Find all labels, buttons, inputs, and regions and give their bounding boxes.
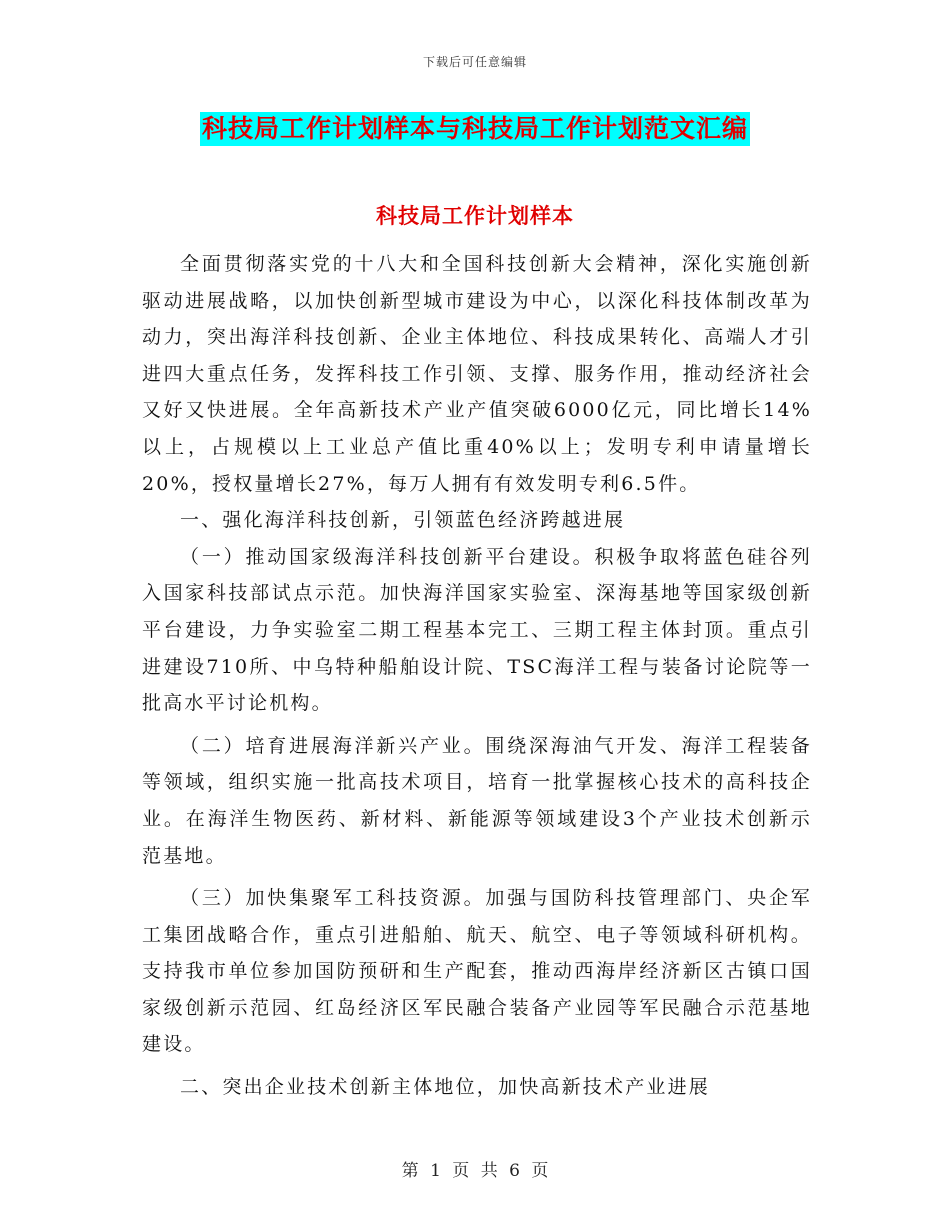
header-note: 下载后可任意编辑 [422, 55, 527, 69]
section-heading-1: 一、强化海洋科技创新，引领蓝色经济跨越进展 [180, 509, 626, 532]
paragraph-item-1: （一）推动国家级海洋科技创新平台建设。积极争取将蓝色硅谷列入国家科技部试点示范。加快海洋国家实验室、深海基地等国家级创新平台建设，力争实验室二期工程基本完工、三期工程主体封顶。重点引进建设710所、中乌特种船舶设计院、TSC海洋工程与装备讨论院等一批高水平讨论机构。 [142, 545, 812, 715]
page-footer: 第 1 页 共 6 页 [401, 1161, 549, 1181]
main-title-container [0, 112, 950, 146]
paragraph-item-2: （二）培育进展海洋新兴产业。围绕深海油气开发、海洋工程装备等领域，组织实施一批高技术项目，培育一批掌握核心技术的高科技企业。在海洋生物医药、新材料、新能源等领域建设3个产业技术创新示范基地。 [142, 734, 812, 867]
document-subtitle: 科技局工作计划样本 [376, 203, 574, 228]
paragraph-intro: 全面贯彻落实党的十八大和全国科技创新大会精神，深化实施创新驱动进展战略，以加快创新型城市建设为中心，以深化科技体制改革为动力，突出海洋科技创新、企业主体地位、科技成果转化、高端人才引进四大重点任务，发挥科技工作引领、支撑、服务作用，推动经济社会又好又快进展。全年高新技术产业产值突破6000亿元，同比增长14%以上，占规模以上工业总产值比重40%以上；发明专利申请量增长20%，授权量增长27%，每万人拥有有效发明专利6.5件。 [142, 253, 812, 495]
paragraph-item-3: （三）加快集聚军工科技资源。加强与国防科技管理部门、央企军工集团战略合作，重点引进船舶、航天、航空、电子等领域科研机构。支持我市单位参加国防预研和生产配套，推动西海岸经济新区古镇口国家级创新示范园、红岛经济区军民融合装备产业园等军民融合示范基地建设。 [142, 887, 812, 1056]
document-title: 科技局工作计划样本与科技局工作计划范文汇编 [200, 112, 750, 146]
document-body [142, 246, 812, 1106]
section-heading-2: 二、突出企业技术创新主体地位，加快高新技术产业进展 [180, 1076, 711, 1099]
